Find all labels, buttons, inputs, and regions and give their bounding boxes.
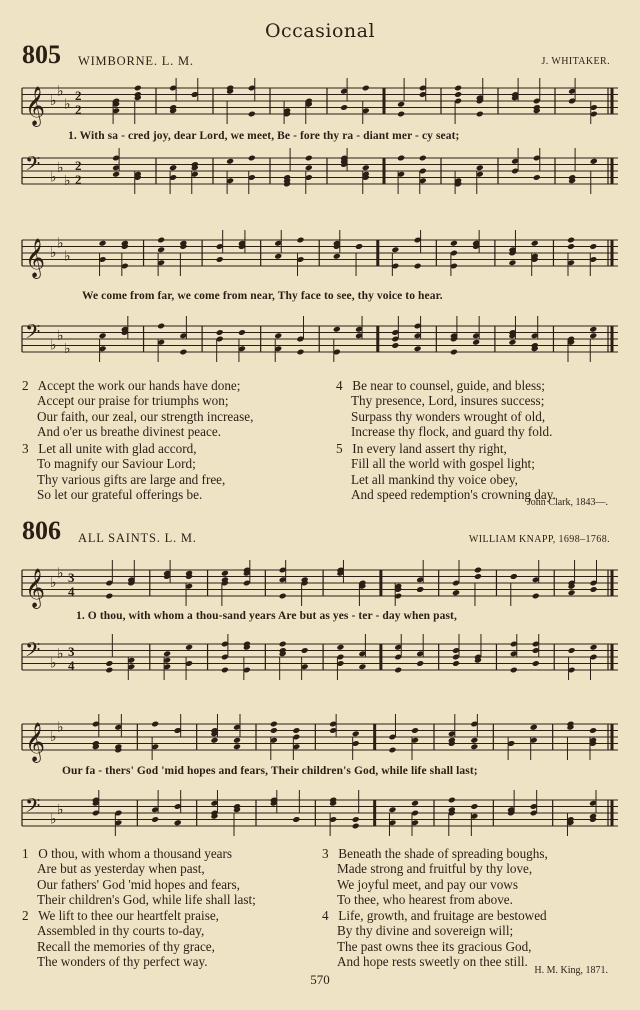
flat-sign-icon: ♭	[50, 245, 57, 261]
note-head	[397, 111, 405, 118]
stanza-line: Thy presence, Lord, insures success;	[351, 393, 545, 409]
note-head	[134, 85, 142, 92]
stanza-line: Their children's God, while life shall last;	[37, 891, 256, 907]
stanza-line: Let all mankind thy voice obey,	[351, 471, 518, 487]
stanza-line: Surpass thy wonders wrought of old,	[351, 408, 546, 424]
note-head	[454, 91, 462, 98]
hymn-805-lyric-line-1: 1. With sa - cred joy, dear Lord, we meet, Be - fore thy ra - diant mer - cy seat;	[68, 130, 460, 142]
treble-clef-icon: 𝄞	[25, 86, 46, 126]
hymn-805-credit: John Clark, 1843—.	[526, 497, 608, 508]
bass-clef-icon: 𝄢	[25, 794, 41, 822]
note-head	[416, 586, 424, 593]
note-head	[474, 573, 482, 580]
stanza-number: 3	[22, 441, 29, 456]
note-head	[105, 667, 113, 674]
hymn-805-composer: J. WHITAKER.	[541, 56, 610, 67]
note-head	[508, 259, 516, 266]
note-head	[157, 246, 165, 253]
note-head	[472, 339, 480, 346]
note-head	[589, 586, 597, 593]
stanza-line: Recall the memories of thy grace,	[37, 938, 215, 954]
note-head	[99, 240, 107, 247]
bass-clef-icon: 𝄢	[25, 320, 41, 348]
flat-sign-icon: ♭	[57, 801, 64, 818]
stanza-number: 4	[322, 908, 329, 923]
note-head	[221, 570, 229, 577]
stanza-line: Fill all the world with gospel light;	[351, 456, 535, 472]
note-head	[336, 644, 344, 651]
note-head	[210, 737, 218, 744]
stanza-line: Let all unite with glad accord,	[38, 441, 197, 456]
stanza-line: Accept our praise for triumphs won;	[37, 393, 229, 409]
note-head	[394, 667, 402, 674]
note-head	[508, 339, 516, 346]
note-head	[292, 816, 300, 823]
flat-sign-icon: ♭	[57, 565, 64, 582]
flat-sign-icon: ♭	[50, 655, 57, 672]
note-head	[296, 237, 304, 244]
time-signature-bottom: 4	[68, 584, 75, 599]
page-number: 570	[310, 972, 330, 987]
time-signature-top: 3	[68, 570, 75, 585]
note-head	[362, 164, 370, 171]
hymn-805-system-2-treble	[22, 232, 618, 278]
stanza-number: 1	[22, 846, 29, 861]
stanza-line: Increase thy flock, and guard thy fold.	[351, 423, 553, 439]
note-head	[274, 253, 282, 260]
note-head	[355, 243, 363, 250]
note-head	[151, 721, 159, 728]
note-head	[589, 332, 597, 339]
hymn-806-credit: H. M. King, 1871.	[534, 965, 608, 976]
note-head	[388, 747, 396, 754]
note-head	[388, 806, 396, 813]
time-signature-top: 3	[68, 644, 75, 659]
note-head	[411, 800, 419, 807]
stanza-line: Beneath the shade of spreading boughs,	[338, 846, 548, 861]
stanza-line: We lift to thee our heartfelt praise,	[38, 908, 219, 923]
stanza-number: 2	[22, 908, 29, 923]
stanza-line: So let our grateful offerings be.	[37, 486, 203, 502]
stanza-line: Made strong and fruitful by thy love,	[337, 861, 533, 877]
stanza-line: To magnify our Saviour Lord;	[37, 456, 196, 472]
hymn-805-system-2-bass	[22, 318, 618, 364]
note-head	[238, 329, 246, 336]
note-head	[448, 797, 456, 804]
note-head	[476, 164, 484, 171]
hymn-805-system-1-treble	[22, 80, 618, 126]
note-head	[179, 349, 187, 356]
hymn-806-stanza-2	[22, 908, 219, 969]
hymn-805-stanza-5	[336, 441, 556, 502]
note-head	[530, 724, 538, 731]
note-head	[452, 589, 460, 596]
note-head	[358, 663, 366, 670]
hymn-806-composer: WILLIAM KNAPP, 1698–1768.	[468, 534, 610, 545]
note-head	[474, 567, 482, 574]
note-head	[226, 158, 234, 165]
time-signature-top: 2	[75, 158, 82, 173]
flat-sign-icon: ♭	[50, 337, 57, 354]
note-head	[589, 243, 597, 250]
hymn-806-lyric-line-1: 1. O thou, with whom a thou-sand years Are but as yes - ter - day when past,	[76, 610, 457, 622]
note-head	[279, 593, 287, 600]
hymn-806-stanza-4	[322, 908, 547, 969]
note-head	[589, 326, 597, 333]
hymn-806-tune: ALL SAINTS. L. M.	[78, 531, 197, 545]
time-signature-bottom: 2	[75, 102, 82, 117]
flat-sign-icon: ♭	[50, 811, 57, 828]
note-head	[589, 727, 597, 734]
note-head	[568, 589, 576, 596]
flat-sign-icon: ♭	[57, 327, 64, 344]
stanza-line: And hope rests sweetly on thee still.	[337, 953, 528, 969]
hymn-805-stanza-4	[336, 378, 552, 439]
hymn-806-system-1-treble	[22, 562, 618, 608]
note-head	[233, 743, 241, 750]
flat-sign-icon: ♭	[64, 172, 71, 189]
hymn-806-number: 806	[22, 516, 61, 545]
hymn-805-tune: WIMBORNE. L. M.	[78, 54, 194, 68]
note-head	[450, 349, 458, 356]
note-head	[174, 819, 182, 826]
note-head	[510, 667, 518, 674]
note-head	[221, 667, 229, 674]
note-head	[105, 593, 113, 600]
stanza-number: 4	[336, 378, 343, 393]
note-head	[397, 101, 405, 108]
stanza-line: Our faith, our zeal, our strength increase,	[37, 408, 254, 424]
note-head	[397, 155, 405, 162]
note-head	[333, 326, 341, 333]
stanza-line: The wonders of thy perfect way.	[37, 953, 208, 969]
note-head	[476, 111, 484, 118]
treble-clef-icon: 𝄞	[25, 722, 46, 762]
note-head	[533, 174, 541, 181]
note-head	[112, 171, 120, 178]
stanza-line: Accept the work our hands have done;	[37, 378, 241, 393]
note-head	[470, 743, 478, 750]
flat-sign-icon: ♭	[50, 169, 57, 186]
note-head	[157, 237, 165, 244]
note-head	[411, 727, 419, 734]
note-head	[568, 647, 576, 654]
stanza-number: 3	[322, 846, 329, 861]
note-head	[99, 332, 107, 339]
note-head	[352, 816, 360, 823]
stanza-line: In every land assert thy right,	[352, 441, 507, 456]
note-head	[216, 329, 224, 336]
stanza-line: To thee, who hearest from above.	[337, 891, 513, 907]
stanza-line: By thy divine and sovereign will;	[337, 923, 514, 939]
stanza-line: Assembled in thy courts to-day,	[37, 923, 205, 939]
hymn-806-stanza-1	[22, 846, 256, 907]
note-head	[279, 641, 287, 648]
flat-sign-icon: ♭	[57, 83, 64, 100]
note-head	[305, 164, 313, 171]
hymn-805-system-1-bass	[22, 150, 618, 196]
note-head	[274, 332, 282, 339]
flat-sign-icon: ♭	[50, 93, 57, 109]
note-head	[590, 158, 598, 165]
bass-clef-icon: 𝄢	[25, 152, 41, 180]
stanza-number: 5	[336, 441, 343, 456]
note-head	[391, 246, 399, 253]
note-head	[362, 85, 370, 92]
note-head	[248, 111, 256, 118]
note-head	[510, 573, 518, 580]
stanza-line: And speed redemption's crowning day.	[351, 486, 556, 502]
note-head	[296, 349, 304, 356]
flat-sign-icon: ♭	[50, 575, 57, 591]
note-head	[450, 240, 458, 247]
stanza-number: 2	[22, 378, 29, 393]
note-head	[185, 644, 193, 651]
hymn-805-stanza-2	[22, 378, 253, 439]
note-head	[470, 737, 478, 744]
note-head	[248, 155, 256, 162]
note-head	[567, 243, 575, 250]
stanza-line: Thy various gifts are large and free,	[37, 471, 226, 487]
flat-sign-icon: ♭	[64, 248, 71, 265]
note-head	[352, 823, 360, 830]
time-signature-bottom: 4	[68, 658, 75, 673]
note-head	[169, 164, 177, 171]
time-signature-bottom: 2	[75, 172, 82, 187]
note-head	[292, 727, 300, 734]
note-head	[270, 721, 278, 728]
hymn-805-number: 805	[22, 40, 61, 69]
section-title: Occasional	[264, 20, 376, 42]
note-head	[532, 660, 540, 667]
hymn-805-lyric-line-2: We come from far, we come from near, Thy face to see, thy voice to hear.	[82, 290, 443, 302]
stanza-line: And o'er us breathe divinest peace.	[37, 423, 222, 439]
note-head	[301, 647, 309, 654]
note-head	[567, 237, 575, 244]
note-head	[452, 660, 460, 667]
note-head	[414, 345, 422, 352]
stanza-line: O thou, with whom a thousand years	[38, 846, 233, 861]
note-head	[470, 803, 478, 810]
note-head	[589, 644, 597, 651]
note-head	[305, 155, 313, 162]
flat-sign-icon: ♭	[50, 729, 57, 745]
note-head	[333, 253, 341, 260]
note-head	[163, 650, 171, 657]
stanza-line: Be near to counsel, guide, and bless;	[352, 378, 545, 393]
hymn-805-stanza-3	[22, 441, 225, 502]
note-head	[416, 660, 424, 667]
stanza-line: Life, growth, and fruitage are bestowed	[338, 908, 547, 923]
hymn-806-stanza-3	[322, 846, 548, 907]
hymn-806-system-1-bass	[22, 636, 618, 682]
note-head	[531, 240, 539, 247]
stanza-line: The past owns thee its gracious God,	[337, 938, 532, 954]
flat-sign-icon: ♭	[57, 159, 64, 176]
treble-clef-icon: 𝄞	[25, 568, 46, 608]
flat-sign-icon: ♭	[57, 235, 64, 252]
flat-sign-icon: ♭	[57, 645, 64, 662]
time-signature-top: 2	[75, 88, 82, 103]
hymn-806-system-2-treble	[22, 716, 618, 762]
note-head	[216, 256, 224, 263]
stanza-line: We joyful meet, and pay our vows	[337, 876, 518, 892]
stanza-line: Our fathers' God 'mid hopes and fears,	[37, 876, 240, 892]
flat-sign-icon: ♭	[64, 96, 71, 113]
note-head	[419, 155, 427, 162]
note-head	[352, 730, 360, 737]
note-head	[105, 660, 113, 667]
note-head	[454, 85, 462, 92]
note-head	[233, 737, 241, 744]
note-head	[532, 593, 540, 600]
note-head	[151, 816, 159, 823]
flat-sign-icon: ♭	[64, 340, 71, 357]
treble-clef-icon: 𝄞	[25, 238, 46, 278]
note-head	[391, 342, 399, 349]
note-head	[157, 323, 165, 330]
flat-sign-icon: ♭	[57, 719, 64, 736]
note-head	[270, 727, 278, 734]
note-head	[414, 263, 422, 270]
hymn-806-system-2-bass	[22, 792, 618, 838]
note-head	[340, 104, 348, 111]
bass-clef-icon: 𝄢	[25, 638, 41, 666]
hymn-806-lyric-line-2: Our fa - thers' God 'mid hopes and fears, Their children's God, while life shall last;	[62, 765, 478, 777]
stanza-line: Are but as yesterday when past,	[37, 861, 205, 877]
